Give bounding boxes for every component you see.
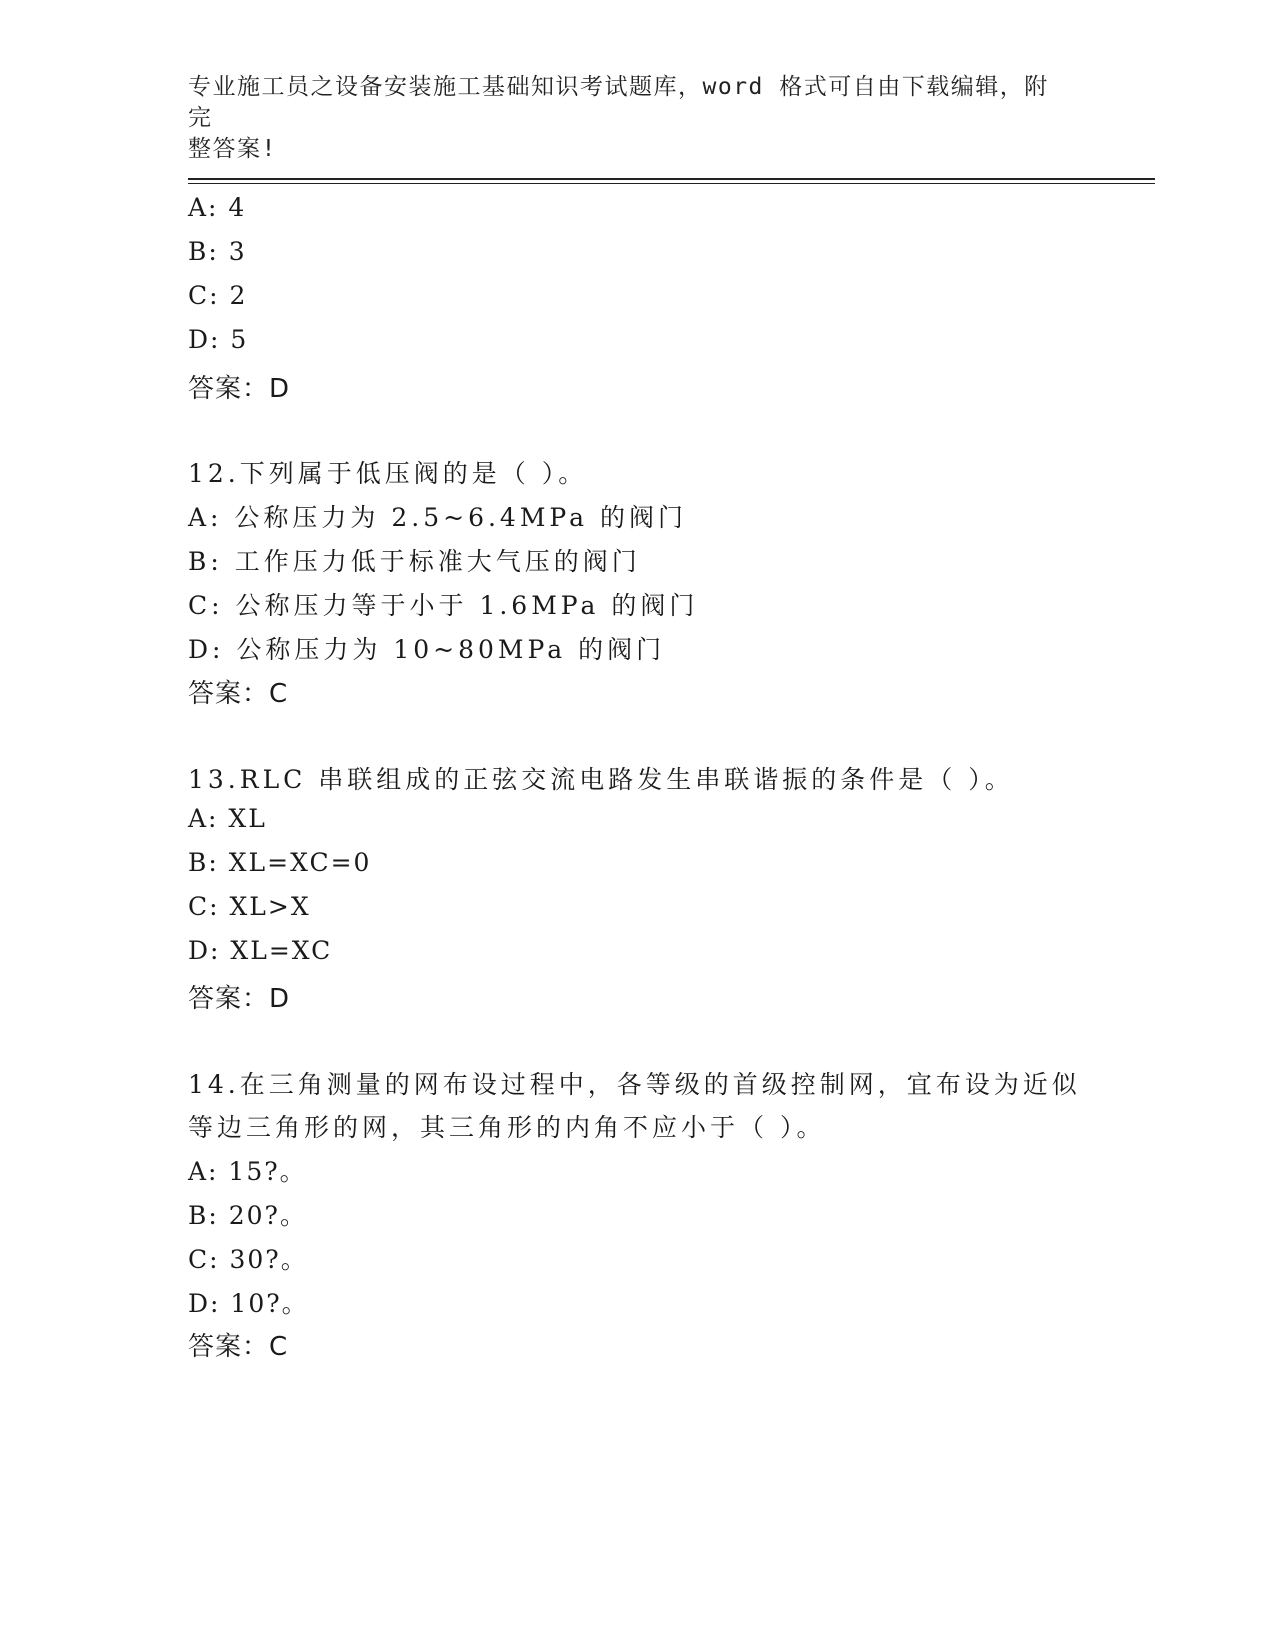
header-line-1: 专业施工员之设备安装施工基础知识考试题库，word 格式可自由下载编辑，附完: [188, 74, 1049, 131]
q11-option-b: B: 3: [188, 237, 247, 266]
q14-option-c: C: 30?。: [188, 1245, 308, 1274]
q13-option-d: D: XL=XC: [188, 936, 333, 965]
q12-question: 12.下列属于低压阀的是（ ）。: [188, 459, 588, 488]
q14-option-d: D: 10?。: [188, 1289, 309, 1318]
q14-answer: 答案：C: [188, 1332, 289, 1362]
q13-option-b: B: XL=XC=0: [188, 848, 372, 877]
q12-answer: 答案：C: [188, 679, 289, 709]
q11-option-c: C: 2: [188, 281, 248, 310]
q12-option-b: B: 工作压力低于标准大气压的阀门: [188, 547, 641, 576]
q13-option-c: C: XL>X: [188, 892, 311, 921]
header-rule-thick: [188, 178, 1155, 180]
q13-question: 13.RLC 串联组成的正弦交流电路发生串联谐振的条件是（ ）。: [188, 765, 1014, 794]
q14-question-line-1: 14.在三角测量的网布设过程中，各等级的首级控制网，宜布设为近似: [188, 1070, 1081, 1099]
q13-option-a: A: XL: [188, 804, 267, 833]
q12-option-c: C: 公称压力等于小于 1.6MPa 的阀门: [188, 591, 699, 620]
q14-question-line-2: 等边三角形的网，其三角形的内角不应小于（ ）。: [188, 1113, 826, 1142]
page-header: [188, 72, 1068, 165]
header-rule-thin: [188, 183, 1155, 184]
q12-option-d: D: 公称压力为 10~80MPa 的阀门: [188, 635, 666, 664]
q12-option-a: A: 公称压力为 2.5~6.4MPa 的阀门: [188, 503, 687, 532]
q11-option-a: A: 4: [188, 193, 247, 222]
q11-answer: 答案：D: [188, 374, 291, 404]
q14-option-a: A: 15?。: [188, 1157, 307, 1186]
header-line-2: 整答案!: [188, 136, 277, 162]
q11-option-d: D: 5: [188, 325, 249, 354]
q13-answer: 答案：D: [188, 984, 291, 1014]
q14-option-b: B: 20?。: [188, 1201, 307, 1230]
